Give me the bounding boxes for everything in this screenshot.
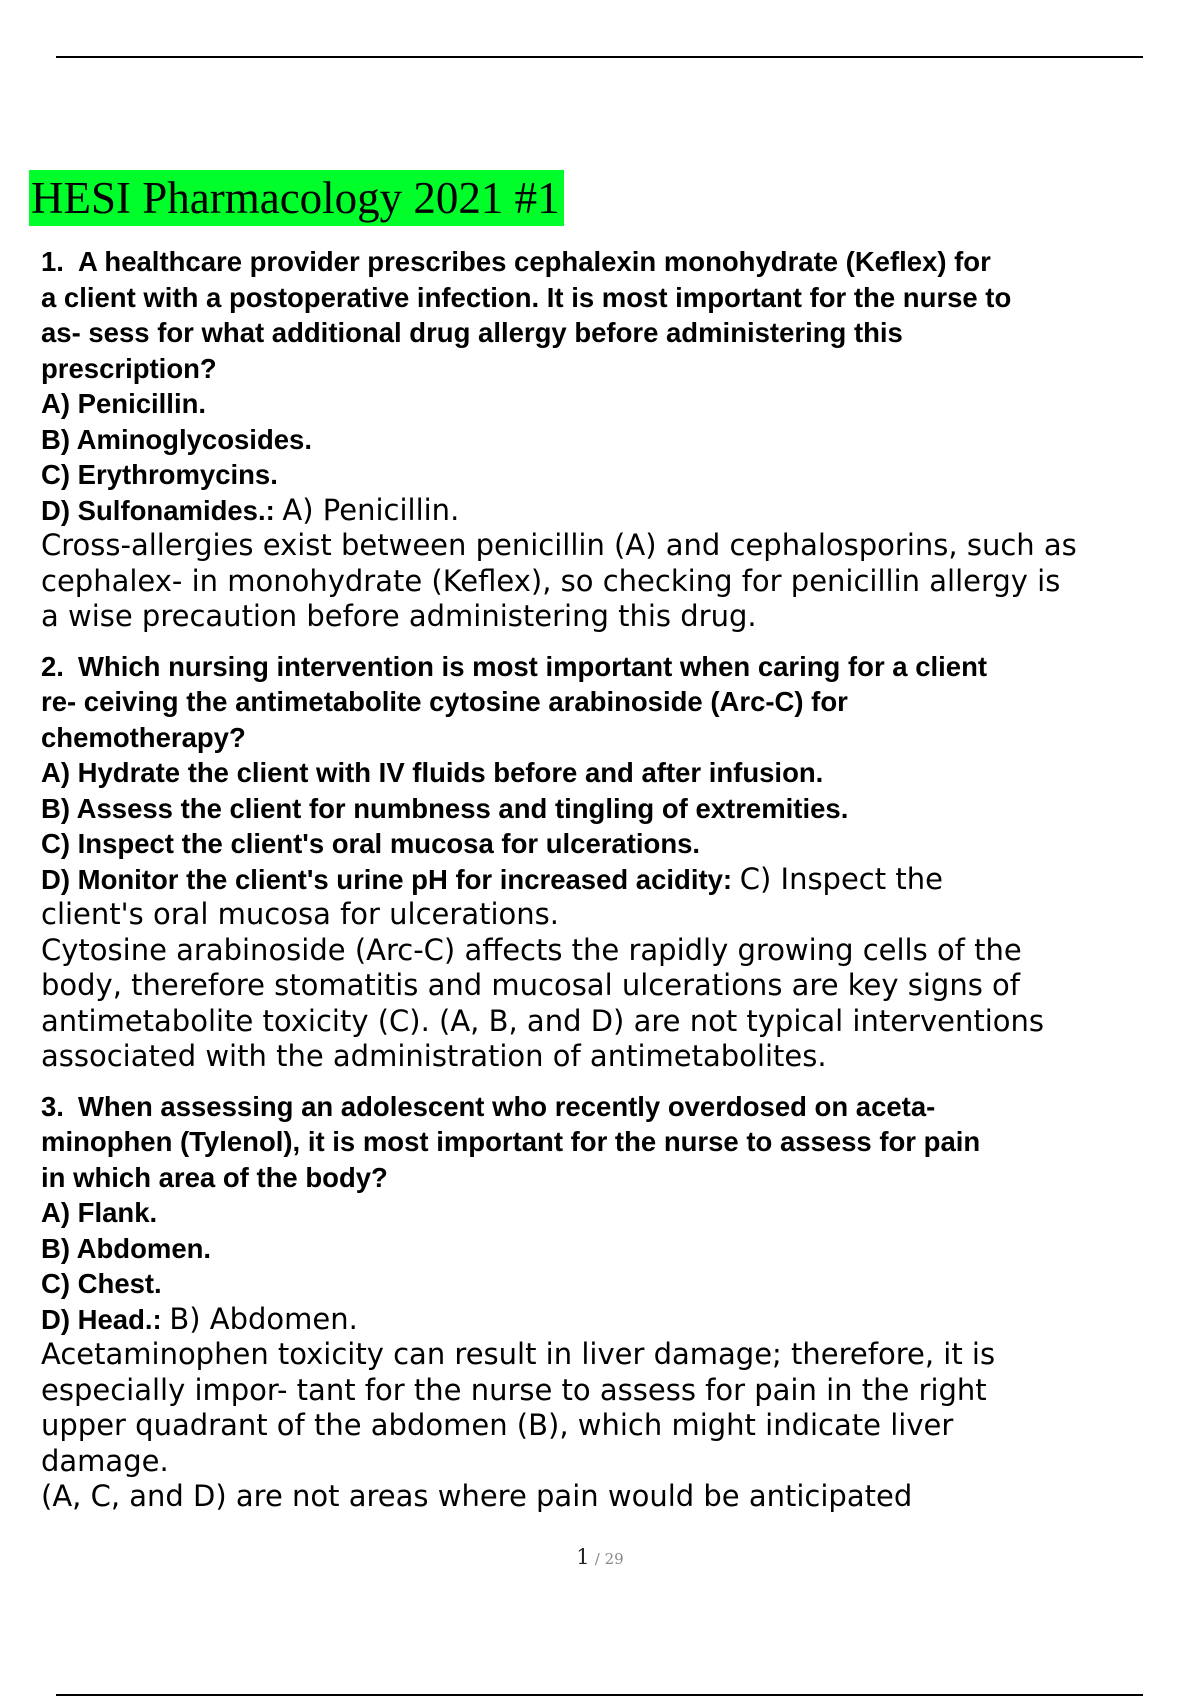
question-2 [41, 649, 1191, 1075]
current-page-number: 1 [576, 1545, 590, 1569]
option-a: A) Penicillin. [41, 388, 207, 419]
rationale-line: body, therefore stomatitis and mucosal ulcerations are key signs of [41, 968, 1020, 1002]
bottom-rule [56, 1694, 1143, 1696]
stem-line: re- ceiving the antimetabolite cytosine arabinoside (Arc-C) for [41, 686, 848, 717]
stem-line: Which nursing intervention is most important when caring for a client [77, 650, 988, 682]
rationale-line: upper quadrant of the abdomen (B), which might indicate liver [41, 1408, 954, 1442]
option-a: A) Flank. [41, 1197, 158, 1228]
correct-answer: C) Inspect the [739, 861, 943, 896]
correct-answer-continued: client's oral mucosa for ulcerations. [41, 897, 559, 931]
stem-line: as- sess for what additional drug allergy before administering this [41, 317, 903, 348]
answer-options [41, 755, 1191, 933]
option-b: B) Abdomen. [41, 1232, 212, 1264]
rationale-line: damage. [41, 1443, 169, 1478]
rationale-line: especially impor- tant for the nurse to assess for pain in the right [41, 1372, 987, 1407]
rationale-line: associated with the administration of antimetabolites. [41, 1039, 827, 1073]
correct-answer: A) Penicillin. [282, 492, 460, 527]
rationale [41, 528, 1191, 635]
option-b: B) Assess the client for numbness and tingling of extremities. [41, 792, 849, 824]
stem-line: in which area of the body? [41, 1161, 388, 1193]
option-d: D) Monitor the client's urine pH for increased acidity: [41, 863, 733, 895]
question-stem [41, 649, 1191, 756]
rationale-line: Cytosine arabinoside (Arc-C) affects the rapidly growing cells of the [41, 932, 1022, 967]
top-rule [56, 56, 1143, 58]
stem-line: A healthcare provider prescribes cephalexin monohydrate (Keflex) for [77, 246, 991, 277]
rationale-line: Acetaminophen toxicity can result in liver damage; therefore, it is [41, 1337, 996, 1371]
option-b: B) Aminoglycosides. [41, 423, 312, 455]
rationale-line: cephalex- in monohydrate (Keflex), so checking for penicillin allergy is [41, 563, 1061, 598]
question-stem [41, 1089, 1191, 1196]
rationale-line: antimetabolite toxicity (C). (A, B, and D) are not typical interventions [41, 1003, 1045, 1038]
question-number: 1. [41, 246, 64, 277]
option-d: D) Head.: [41, 1303, 162, 1335]
option-c: C) Chest. [41, 1268, 162, 1299]
question-number: 2. [41, 650, 64, 682]
option-c: C) Inspect the client's oral mucosa for ulcerations. [41, 828, 701, 859]
option-a: A) Hydrate the client with IV fluids before and after infusion. [41, 757, 824, 788]
option-c: C) Erythromycins. [41, 459, 278, 490]
page-indicator [0, 1545, 1200, 1569]
total-pages: / 29 [594, 1550, 624, 1568]
stem-line: chemotherapy? [41, 721, 246, 753]
rationale-line: a wise precaution before administering this drug. [41, 599, 757, 633]
document-title: HESI Pharmacology 2021 #1 [29, 170, 564, 226]
correct-answer: B) Abdomen. [169, 1301, 358, 1336]
question-1 [41, 244, 1191, 635]
question-3 [41, 1089, 1191, 1515]
question-stem [41, 244, 1191, 386]
answer-options [41, 386, 1191, 528]
answer-options [41, 1195, 1191, 1337]
rationale-line: (A, C, and D) are not areas where pain would be anticipated [41, 1479, 913, 1513]
rationale [41, 933, 1191, 1075]
option-d: D) Sulfonamides.: [41, 494, 275, 526]
question-list [41, 244, 1191, 1515]
rationale-line: Cross-allergies exist between penicillin (A) and cephalosporins, such as [41, 528, 1077, 562]
stem-line: a client with a postoperative infection. It is most important for the nurse to [41, 281, 1012, 313]
stem-line: minophen (Tylenol), it is most important for the nurse to assess for pain [41, 1126, 981, 1157]
stem-line: When assessing an adolescent who recently overdosed on aceta- [77, 1090, 936, 1122]
question-number: 3. [41, 1090, 64, 1122]
stem-line: prescription? [41, 352, 217, 384]
rationale [41, 1337, 1191, 1515]
